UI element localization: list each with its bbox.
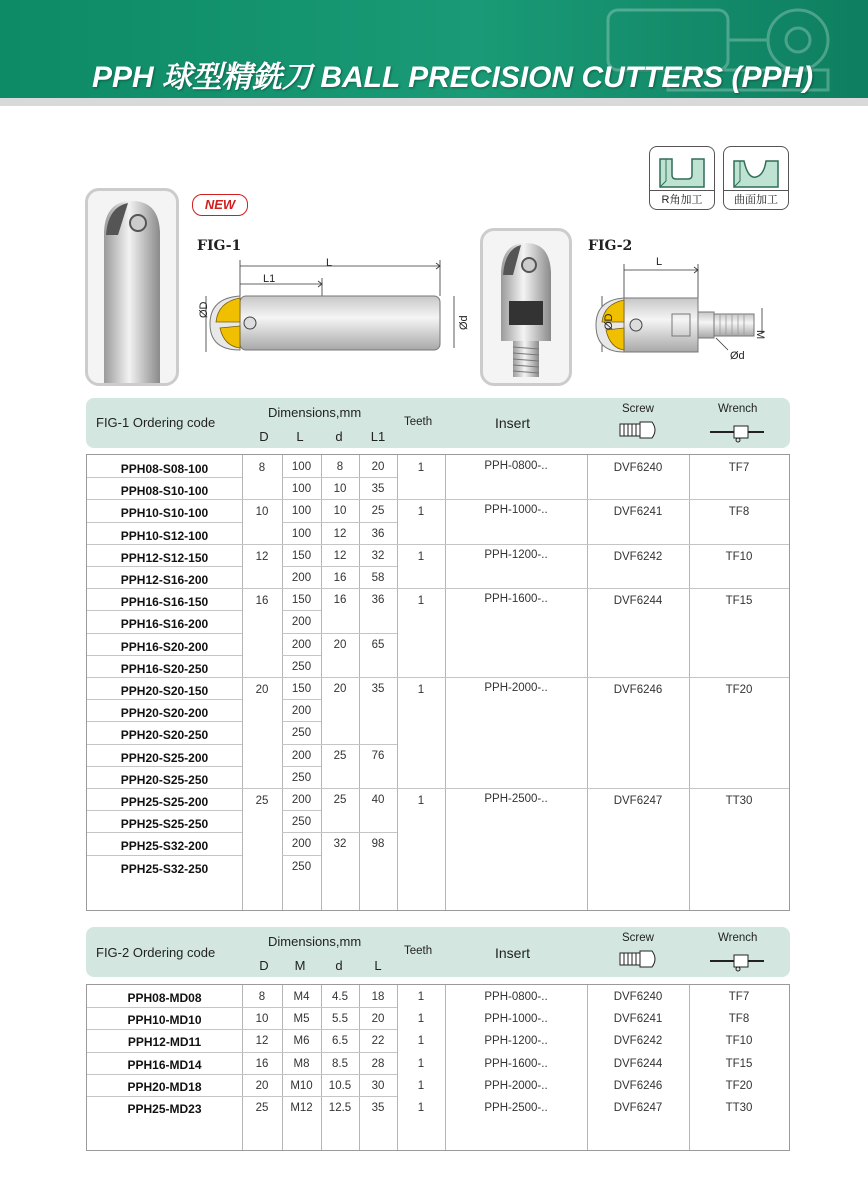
shank-diameter-cell: 5.5 [332,1013,348,1026]
row-divider [87,855,242,856]
diameter-cell: 10 [255,1013,269,1026]
diameter-cell: 8 [258,991,266,1003]
r-corner-label: R角加工 [650,190,714,207]
ordering-code-cell: PPH25-S32-250 [120,861,209,876]
row-divider [87,677,789,678]
length-cell: 200 [291,705,312,718]
ordering-code-cell: PPH08-S08-100 [120,462,209,476]
fig1-dim-D: ØD [198,301,210,318]
length1-cell: 58 [371,572,385,584]
table2-col-M: M [294,958,306,973]
row-divider [282,855,321,856]
length1-cell: 20 [371,461,385,473]
column-divider [587,455,588,910]
ordering-code-cell: PPH25-S32-200 [120,839,209,854]
column-divider [689,455,690,910]
table2-header [86,927,790,977]
row-divider [87,766,242,767]
insert-cell: PPH-1600-.. [484,593,548,606]
table1-teeth-header: Teeth [404,416,433,428]
table2-grid [86,984,790,1151]
screw-icon [618,949,660,969]
ball-cutter-thread-icon [483,231,569,383]
length-cell: 150 [291,594,312,607]
insert-cell: PPH-1000-.. [484,504,548,517]
ordering-code-cell: PPH08-S10-100 [120,484,209,499]
screw-cell: DVF6242 [613,550,663,563]
insert-cell: PPH-0800-.. [484,460,548,472]
teeth-cell: 1 [417,550,425,563]
row-divider [321,633,397,634]
thread-cell: M12 [290,1102,313,1114]
row-divider [87,1029,397,1030]
screw-cell: DVF6240 [613,462,663,474]
length-cell: 100 [291,483,312,496]
wrench-icon [708,951,768,973]
row-divider [282,810,321,811]
row-divider [282,610,321,611]
ordering-code-cell: PPH20-MD18 [127,1079,202,1094]
length1-cell: 25 [371,505,385,518]
wrench-cell: TF15 [725,595,753,608]
screw-cell: DVF6244 [613,595,663,608]
row-divider [321,744,397,745]
row-divider [87,832,242,833]
screw-cell: DVF6246 [613,1079,663,1092]
row-divider [321,566,397,567]
row-divider [282,633,321,634]
shank-diameter-cell: 25 [333,749,347,762]
length-cell: 250 [291,727,312,740]
teeth-cell: 1 [417,462,425,474]
wrench-cell: TF10 [725,550,753,563]
cutter-photo-fig2 [480,228,572,386]
row-divider [87,499,789,500]
table2-col-L: L [374,958,382,973]
table1-header [86,398,790,448]
table1-col-d: d [335,429,343,444]
row-divider [87,1096,397,1097]
table2-ordering-header: FIG-2 Ordering code [96,945,216,960]
screw-cell: DVF6241 [613,506,663,519]
column-divider [397,455,398,910]
ordering-code-cell: PPH16-S20-250 [120,661,209,676]
column-divider [242,455,243,910]
length-cell: 200 [291,638,312,651]
shank-diameter-cell: 6.5 [332,1035,348,1048]
row-divider [87,721,242,722]
table2-col-d: d [335,958,343,973]
diameter-cell: 12 [255,1035,269,1048]
row-divider [282,522,321,523]
length-cell: 100 [291,461,312,473]
diameter-cell: 25 [255,795,269,807]
ordering-code-cell: PPH12-S16-200 [120,573,209,587]
shank-diameter-cell: 25 [333,794,347,806]
shank-diameter-cell: 10 [333,483,347,496]
fig2-dim-M: M [754,330,766,340]
wrench-cell: TF10 [725,1035,753,1048]
length-cell: 150 [291,683,312,695]
ordering-code-cell: PPH25-S25-200 [120,795,209,809]
fig2-dim-d: Ød [730,350,745,362]
diameter-cell: 16 [255,595,269,608]
shank-diameter-cell: 20 [333,638,347,651]
row-divider [282,477,321,478]
cutter-photo-fig1 [85,188,179,386]
ordering-code-cell: PPH25-MD23 [127,1102,202,1116]
length-cell: 250 [291,860,312,873]
table2-insert-header: Insert [495,945,531,961]
diameter-cell: 16 [255,1057,269,1070]
length1-cell: 65 [371,638,385,651]
table1-wrench-header: Wrench [718,403,758,415]
banner-divider [0,98,868,106]
length-cell: 18 [371,991,385,1003]
length1-cell: 36 [371,527,385,540]
wrench-cell: TT30 [725,795,753,807]
ordering-code-cell: PPH20-S25-200 [120,750,209,765]
r-corner-machining-icon [650,149,714,193]
length1-cell: 35 [371,683,385,695]
length-cell: 250 [291,816,312,829]
ordering-code-cell: PPH20-S20-150 [120,684,209,698]
row-divider [87,1052,397,1053]
screw-cell: DVF6241 [613,1013,663,1026]
shank-diameter-cell: 32 [333,838,347,851]
row-divider [87,810,242,811]
teeth-cell: 1 [417,795,425,807]
row-divider [87,788,789,789]
fig2-dim-l: L [656,256,663,268]
ordering-code-cell: PPH10-MD10 [127,1013,202,1028]
diameter-cell: 20 [255,684,269,696]
wrench-cell: TF8 [728,506,750,519]
length1-cell: 76 [371,749,385,762]
fig2-label: FIG-2 [588,238,633,254]
teeth-cell: 1 [417,684,425,696]
row-divider [87,610,242,611]
surface-machining-badge [723,146,789,210]
row-divider [87,522,242,523]
length-cell: 200 [291,838,312,851]
wrench-cell: TF7 [728,462,750,474]
wrench-cell: TF20 [725,684,753,696]
teeth-cell: 1 [417,1013,425,1026]
row-divider [282,744,321,745]
ordering-code-cell: PPH16-MD14 [127,1057,202,1072]
teeth-cell: 1 [417,506,425,519]
ordering-code-cell: PPH20-S20-250 [120,728,209,743]
ordering-code-cell: PPH20-S25-250 [120,772,209,787]
teeth-cell: 1 [417,1079,425,1092]
table1-col-L1: L1 [370,429,386,444]
row-divider [282,721,321,722]
screw-cell: DVF6246 [613,684,663,696]
length-cell: 200 [291,794,312,806]
wrench-cell: TF15 [725,1057,753,1070]
row-divider [87,588,789,589]
insert-cell: PPH-2000-.. [484,1079,548,1092]
fig2-dim-D: ØD [603,313,615,330]
length1-cell: 32 [371,549,385,562]
table2-wrench-header: Wrench [718,932,758,944]
screw-cell: DVF6247 [613,795,663,807]
table1-ordering-header: FIG-1 Ordering code [96,415,216,430]
shank-diameter-cell: 10 [333,505,347,518]
thread-cell: M5 [293,1013,310,1026]
insert-cell: PPH-1000-.. [484,1013,548,1026]
thread-cell: M4 [293,991,310,1003]
shank-diameter-cell: 12 [333,549,347,562]
length-cell: 28 [371,1057,385,1070]
fig2-drawing [594,262,774,362]
length-cell: 250 [291,771,312,784]
ordering-code-cell: PPH16-S20-200 [120,639,209,654]
row-divider [282,766,321,767]
row-divider [87,477,242,478]
diameter-cell: 10 [255,506,269,519]
teeth-cell: 1 [417,1057,425,1070]
shank-diameter-cell: 4.5 [332,991,348,1003]
row-divider [87,744,242,745]
length-cell: 200 [291,616,312,629]
row-divider [282,566,321,567]
length1-cell: 98 [371,838,385,851]
fig1-label: FIG-1 [197,238,242,254]
ordering-code-cell: PPH10-S10-100 [120,506,209,521]
thread-cell: M6 [293,1035,310,1048]
insert-cell: PPH-1600-.. [484,1057,548,1070]
screw-cell: DVF6247 [613,1102,663,1114]
wrench-icon [708,422,768,444]
insert-cell: PPH-2500-.. [484,1102,548,1114]
screw-icon [618,420,660,440]
shank-diameter-cell: 12 [333,527,347,540]
ordering-code-cell: PPH12-S12-150 [120,550,209,565]
length1-cell: 36 [371,594,385,607]
row-divider [321,522,397,523]
table2-col-D: D [259,958,269,973]
ordering-code-cell: PPH12-MD11 [127,1035,202,1050]
diameter-cell: 8 [258,462,266,474]
ordering-code-cell: PPH25-S25-250 [120,817,209,832]
length-cell: 150 [291,549,312,562]
row-divider [321,477,397,478]
screw-cell: DVF6244 [613,1057,663,1070]
teeth-cell: 1 [417,595,425,608]
insert-cell: PPH-2500-.. [484,793,548,805]
length-cell: 200 [291,572,312,584]
ordering-code-cell: PPH20-S20-200 [120,706,209,721]
row-divider [282,655,321,656]
insert-cell: PPH-1200-.. [484,1035,548,1048]
ordering-code-cell: PPH10-S12-100 [120,528,209,543]
wrench-cell: TF20 [725,1079,753,1092]
shank-diameter-cell: 8.5 [332,1057,348,1070]
new-badge: NEW [192,194,248,216]
length-cell: 250 [291,660,312,673]
row-divider [87,1074,397,1075]
shank-diameter-cell: 12.5 [328,1102,352,1114]
screw-cell: DVF6240 [613,991,663,1003]
length-cell: 200 [291,749,312,762]
wrench-cell: TT30 [725,1102,753,1114]
table1-col-L: L [296,429,304,444]
r-corner-machining-badge [649,146,715,210]
ordering-code-cell: PPH08-MD08 [127,991,202,1005]
shank-diameter-cell: 16 [333,572,347,584]
length1-cell: 40 [371,794,385,806]
table2-teeth-header: Teeth [404,945,433,957]
teeth-cell: 1 [417,1035,425,1048]
length-cell: 100 [291,527,312,540]
row-divider [87,699,242,700]
title-banner [0,0,868,98]
teeth-cell: 1 [417,1102,425,1114]
shank-diameter-cell: 8 [336,461,344,473]
row-divider [87,633,242,634]
fig1-dim-l: L [326,257,333,269]
wrench-cell: TF8 [728,1013,750,1026]
row-divider [321,832,397,833]
surface-machining-icon [724,149,788,193]
length1-cell: 35 [371,483,385,496]
thread-cell: M10 [290,1079,313,1092]
insert-cell: PPH-2000-.. [484,682,548,694]
thread-cell: M8 [293,1057,310,1070]
row-divider [87,544,789,545]
table1-insert-header: Insert [495,415,531,431]
row-divider [87,566,242,567]
fig1-dim-l1: L1 [263,273,276,285]
ordering-code-cell: PPH16-S16-150 [120,595,209,610]
length-cell: 100 [291,505,312,518]
diameter-cell: 20 [255,1079,269,1092]
screw-cell: DVF6242 [613,1035,663,1048]
length-cell: 35 [371,1102,385,1114]
table1-dimensions-header: Dimensions,mm [268,405,362,420]
insert-cell: PPH-1200-.. [484,548,548,561]
insert-cell: PPH-0800-.. [484,991,548,1003]
row-divider [87,1007,397,1008]
table2-dimensions-header: Dimensions,mm [268,934,362,949]
row-divider [282,699,321,700]
surface-label: 曲面加工 [724,190,788,207]
ball-cutter-shank-icon [88,191,176,383]
ordering-code-cell: PPH16-S16-200 [120,617,209,632]
fig1-drawing [196,256,476,356]
table1-col-D: D [259,429,269,444]
table1-grid [86,454,790,911]
row-divider [87,655,242,656]
diameter-cell: 12 [255,550,269,563]
length-cell: 20 [371,1013,385,1026]
shank-diameter-cell: 10.5 [328,1079,352,1092]
wrench-cell: TF7 [728,991,750,1003]
diameter-cell: 25 [255,1102,269,1114]
row-divider [282,832,321,833]
shank-diameter-cell: 16 [333,594,347,607]
teeth-cell: 1 [417,991,425,1003]
page-title: PPH 球型精銑刀 BALL PRECISION CUTTERS (PPH) [92,61,814,94]
table1-screw-header: Screw [622,403,654,415]
table2-screw-header: Screw [622,932,654,944]
length-cell: 30 [371,1079,385,1092]
fig1-dim-d: Ød [458,315,470,330]
length-cell: 22 [371,1035,385,1048]
shank-diameter-cell: 20 [333,683,347,695]
